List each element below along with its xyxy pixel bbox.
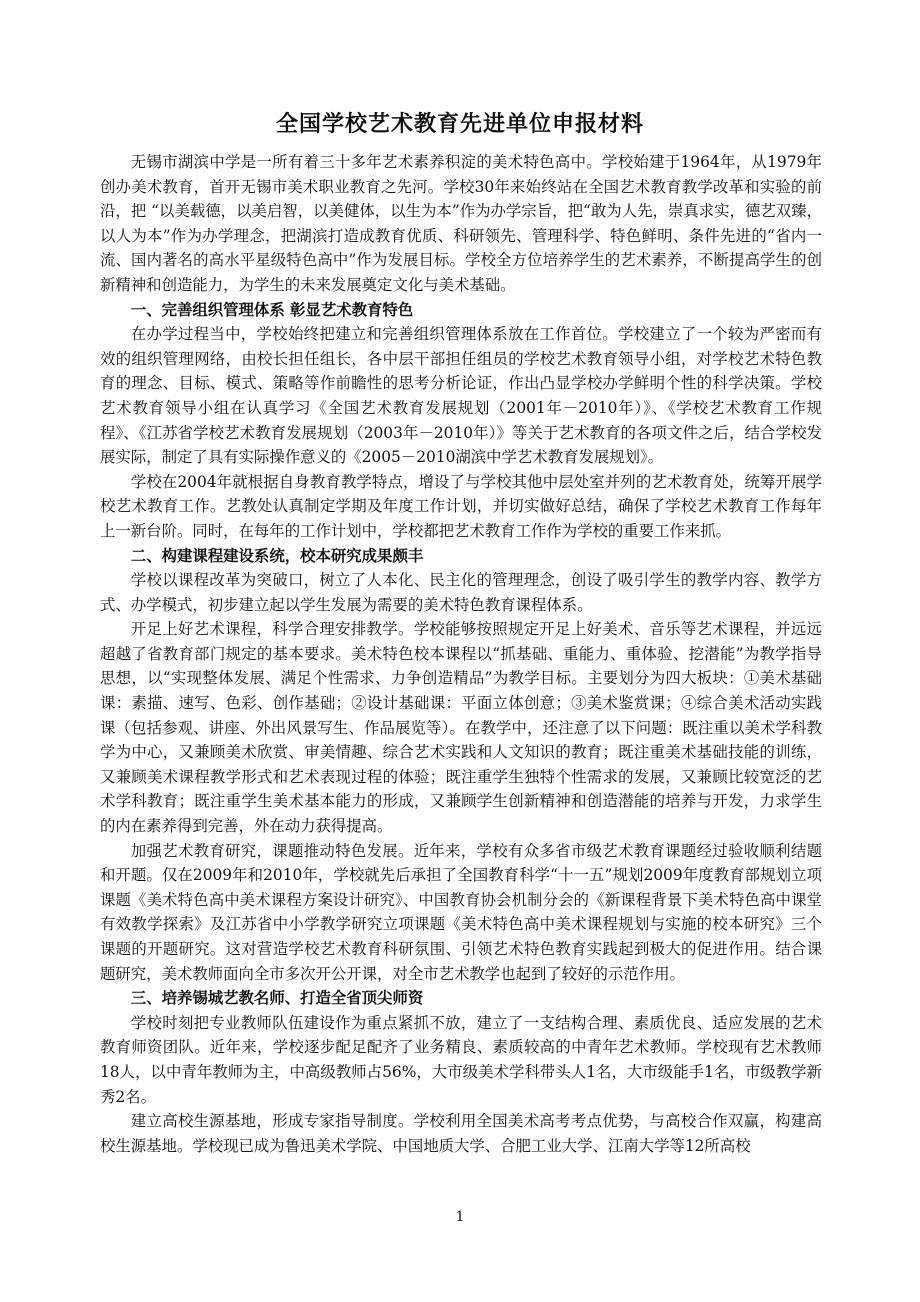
body-paragraph: 学校以课程改革为突破口，树立了人本化、民主化的管理理念，创设了吸引学生的教学内容、教学方式、办学模式，初步建立起以学生发展为需要的美术特色教育课程体系。 [100,571,822,614]
section-heading-teachers: 三、培养锡城艺教名师、打造全省顶尖师资 [130,989,424,1008]
section-heading-curriculum: 二、构建课程建设系统，校本研究成果颇丰 [130,546,424,565]
body-paragraph: 在办学过程当中，学校始终把建立和完善组织管理体系放在工作首位。学校建立了一个较为严密而有效的组织管理网络，由校长担任组长，各中层干部担任组员的学校艺术教育领导小组，对学校艺术特色教育的理念、目标、模式、策略等作前瞻性的思考分析论证，作出凸显学校办学鲜明个性的科学决策。学校艺术教育领导小组在认真学习《全国艺术教育发展规划（2001年－2010年）》、《学校艺术教育工作规程》、《江苏省学校艺术教育发展规划（2003年－2010年）》等关于艺术教育的各项文件之后，结合学校发展实际，制定了具有实际操作意义的《2005－2010湖滨中学艺术教育发展规划》。 [100,325,822,467]
body-paragraph: 学校时刻把专业教师队伍建设作为重点紧抓不放，建立了一支结构合理、素质优良、适应发展的艺术教育师资团队。近年来，学校逐步配足配齐了业务精良、素质较高的中青年艺术教师。学校现有艺术教师18人，以中青年教师为主，中高级教师占56%，大市级美术学科带头人1名，大市级能手1名，市级教学新秀2名。 [100,1013,822,1106]
section-heading-organization: 一、完善组织管理体系 彰显艺术教育特色 [130,300,414,319]
page-number: 1 [455,1209,465,1225]
body-paragraph: 加强艺术教育研究，课题推动特色发展。近年来，学校有众多省市级艺术教育课题经过验收顺利结题和开题。仅在2009年和2010年，学校就先后承担了全国教育科学“十一五”规划2009年度教育部规划立项课题《美术特色高中美术课程方案设计研究》、中国教育协会机制分会的《新课程背景下美术特色高中课堂有效教学探索》及江苏省中小学教学研究立项课题《美术特色高中美术课程规划与实施的校本研究》三个课题的开题研究。这对营造学校艺术教育科研氛围、引领艺术特色教育实践起到极大的促进作用。结合课题研究，美术教师面向全市多次开公开课，对全市艺术教学也起到了较好的示范作用。 [100,841,822,983]
intro-paragraph: 无锡市湖滨中学是一所有着三十多年艺术素养积淀的美术特色高中。学校始建于1964年，从1979年创办美术教育，首开无锡市美术职业教育之先河。学校30年来始终站在全国艺术教育教学改革和实验的前沿，把 “以美载德，以美启智，以美健体，以生为本”作为办学宗旨，把“敢为人先，崇真求实，德艺双臻，以人为本”作为办学理念，把湖滨打造成教育优质、科研领先、管理科学、特色鲜明、条件先进的“省内一流、国内著名的高水平星级特色高中”作为发展目标。学校全方位培养学生的艺术素养，不断提高学生的创新精神和创造能力，为学生的未来发展奠定文化与美术基础。 [100,153,822,294]
body-paragraph: 建立高校生源基地，形成专家指导制度。学校利用全国美术高考考点优势，与高校合作双赢，构建高校生源基地。学校现已成为鲁迅美术学院、中国地质大学、合肥工业大学、江南大学等12所高校 [100,1112,822,1155]
body-paragraph: 开足上好艺术课程，科学合理安排教学。学校能够按照规定开足上好美术、音乐等艺术课程，并远远超越了省教育部门规定的基本要求。美术特色校本课程以“抓基础、重能力、重体验、挖潜能”为教学指导思想，以“实现整体发展、满足个性需求、力争创造精品”为教学目标。主要划分为四大板块：①美术基础课：素描、速写、色彩、创作基础；②设计基础课：平面立体创意；③美术鉴赏课；④综合美术活动实践课（包括参观、讲座、外出风景写生、作品展览等）。在教学中，还注意了以下问题：既注重以美术学科教学为中心，又兼顾美术欣赏、审美情趣、综合艺术实践和人文知识的教育；既注重美术基础技能的训练，又兼顾美术课程教学形式和艺术表现过程的体验；既注重学生独特个性需求的发展，又兼顾比较宽泛的艺术学科教育；既注重学生美术基本能力的形成，又兼顾学生创新精神和创造潜能的培养与开发，力求学生的内在素养得到完善，外在动力获得提高。 [100,620,822,836]
document-body [100,150,822,1158]
body-paragraph: 学校在2004年就根据自身教育教学特点，增设了与学校其他中层处室并列的艺术教育处，统筹开展学校艺术教育工作。艺教处认真制定学期及年度工作计划，并切实做好总结，确保了学校艺术教育工作每年上一新台阶。同时，在每年的工作计划中，学校都把艺术教育工作作为学校的重要工作来抓。 [100,472,822,540]
document-title: 全国学校艺术教育先进单位申报材料 [275,111,644,137]
